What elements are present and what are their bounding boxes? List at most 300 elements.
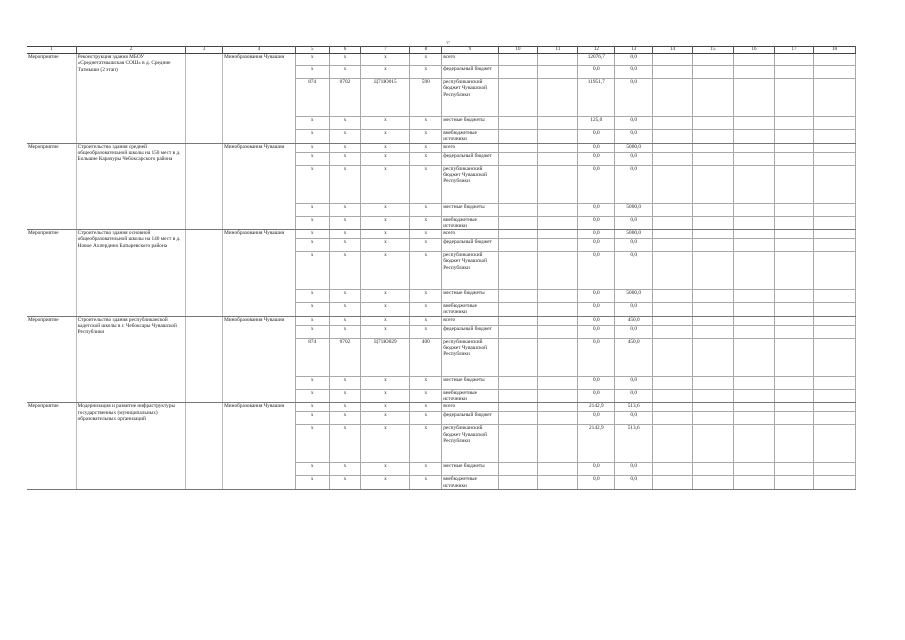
cell-col-8: x — [410, 376, 442, 389]
cell-col-10 — [498, 303, 538, 317]
cell-col-14 — [653, 425, 693, 463]
cell-col-9: федеральный бюджет — [442, 412, 498, 425]
cell-col-11 — [538, 239, 578, 252]
cell-col-13: 0,0 — [615, 389, 653, 403]
cell-col-15 — [693, 376, 734, 389]
cell-col-5: x — [295, 476, 329, 490]
event-status-cell: Мероприятие — [27, 54, 76, 144]
cell-col-10 — [498, 239, 538, 252]
cell-col-17 — [774, 165, 813, 203]
event-status-cell: Мероприятие — [27, 230, 76, 317]
page-number: 37 — [446, 40, 450, 45]
cell-col-17 — [774, 325, 813, 338]
cell-col-9: внебюджетные источники — [442, 389, 498, 403]
cell-col-5: x — [295, 463, 329, 476]
cell-col-15 — [693, 389, 734, 403]
cell-col-7: x — [361, 403, 410, 412]
cell-col-13: 5000,0 — [615, 230, 653, 239]
column-number-15: 15 — [693, 47, 734, 54]
cell-col-14 — [653, 290, 693, 303]
cell-col-16 — [734, 216, 775, 230]
cell-col-17 — [774, 389, 813, 403]
cell-col-11 — [538, 152, 578, 165]
cell-col-13: 450,0 — [615, 338, 653, 376]
cell-col-8: x — [410, 425, 442, 463]
cell-col-16 — [734, 316, 775, 325]
cell-col-6: x — [329, 130, 361, 144]
cell-col-12: 0,0 — [578, 325, 615, 338]
cell-col-6: 0702 — [329, 338, 361, 376]
cell-col-16 — [734, 143, 775, 152]
cell-col-5: x — [295, 54, 329, 66]
table-row — [27, 230, 856, 239]
cell-col-5: x — [295, 152, 329, 165]
cell-col-18 — [813, 325, 855, 338]
cell-col-8: x — [410, 303, 442, 317]
cell-col-10 — [498, 54, 538, 66]
column-number-13: 13 — [615, 47, 653, 54]
cell-col-13: 0,0 — [615, 130, 653, 144]
cell-col-15 — [693, 130, 734, 144]
cell-col-9: республиканский бюджет Чувашской Республики — [442, 338, 498, 376]
cell-col-7: x — [361, 303, 410, 317]
event-name-cell: Строительство здания республиканской кадетской школы в г. Чебоксары Чувашской Республики — [76, 316, 186, 403]
cell-col-7: x — [361, 203, 410, 216]
cell-col-6: x — [329, 403, 361, 412]
cell-col-8: x — [410, 230, 442, 239]
cell-col-9: всего — [442, 230, 498, 239]
cell-col-16 — [734, 117, 775, 130]
cell-col-18 — [813, 203, 855, 216]
cell-col-7: x — [361, 425, 410, 463]
column-number-14: 14 — [653, 47, 693, 54]
cell-col-11 — [538, 203, 578, 216]
cell-col-11 — [538, 66, 578, 79]
cell-col-7: x — [361, 389, 410, 403]
column-number-4: 4 — [223, 47, 296, 54]
cell-col-7: x — [361, 290, 410, 303]
cell-col-5: x — [295, 239, 329, 252]
cell-col-9: республиканский бюджет Чувашской Республики — [442, 425, 498, 463]
cell-col-15 — [693, 338, 734, 376]
cell-col-6: x — [329, 239, 361, 252]
cell-col-5: x — [295, 325, 329, 338]
event-blank-cell — [186, 230, 223, 317]
cell-col-6: x — [329, 117, 361, 130]
cell-col-8: x — [410, 476, 442, 490]
cell-col-6: x — [329, 230, 361, 239]
cell-col-13: 513,6 — [615, 403, 653, 412]
cell-col-10 — [498, 230, 538, 239]
table-row — [27, 143, 856, 152]
cell-col-16 — [734, 376, 775, 389]
cell-col-15 — [693, 143, 734, 152]
table-row — [27, 54, 856, 66]
cell-col-18 — [813, 290, 855, 303]
cell-col-14 — [653, 403, 693, 412]
cell-col-7: Ц71Ю029 — [361, 338, 410, 376]
cell-col-12: 0,0 — [578, 463, 615, 476]
cell-col-18 — [813, 389, 855, 403]
cell-col-18 — [813, 303, 855, 317]
cell-col-7: x — [361, 130, 410, 144]
cell-col-8: 590 — [410, 79, 442, 117]
cell-col-12: 0,0 — [578, 290, 615, 303]
cell-col-15 — [693, 412, 734, 425]
cell-col-8: x — [410, 203, 442, 216]
cell-col-16 — [734, 54, 775, 66]
cell-col-9: местные бюджеты — [442, 290, 498, 303]
cell-col-5: 874 — [295, 338, 329, 376]
cell-col-9: всего — [442, 403, 498, 412]
cell-col-12: 0,0 — [578, 376, 615, 389]
cell-col-9: республиканский бюджет Чувашской Республики — [442, 252, 498, 290]
column-number-7: 7 — [361, 47, 410, 54]
cell-col-12: 0,0 — [578, 203, 615, 216]
cell-col-18 — [813, 403, 855, 412]
cell-col-9: местные бюджеты — [442, 376, 498, 389]
cell-col-17 — [774, 303, 813, 317]
cell-col-18 — [813, 239, 855, 252]
event-executor-cell: Минобразования Чувашии — [223, 230, 296, 317]
cell-col-6: x — [329, 303, 361, 317]
cell-col-10 — [498, 376, 538, 389]
cell-col-17 — [774, 239, 813, 252]
cell-col-15 — [693, 425, 734, 463]
cell-col-12: 125,0 — [578, 117, 615, 130]
cell-col-14 — [653, 54, 693, 66]
cell-col-7: x — [361, 54, 410, 66]
cell-col-9: местные бюджеты — [442, 203, 498, 216]
cell-col-5: x — [295, 117, 329, 130]
cell-col-13: 0,0 — [615, 476, 653, 490]
cell-col-12: 0,0 — [578, 252, 615, 290]
cell-col-7: x — [361, 216, 410, 230]
cell-col-15 — [693, 152, 734, 165]
cell-col-11 — [538, 230, 578, 239]
cell-col-18 — [813, 216, 855, 230]
event-status-cell: Мероприятие — [27, 403, 76, 490]
cell-col-8: x — [410, 403, 442, 412]
cell-col-6: x — [329, 143, 361, 152]
cell-col-14 — [653, 463, 693, 476]
cell-col-6: x — [329, 165, 361, 203]
event-executor-cell: Минобразования Чувашии — [223, 403, 296, 490]
cell-col-9: местные бюджеты — [442, 463, 498, 476]
column-number-12: 12 — [578, 47, 615, 54]
cell-col-12: 0,0 — [578, 476, 615, 490]
cell-col-12: 0,0 — [578, 66, 615, 79]
cell-col-14 — [653, 66, 693, 79]
cell-col-14 — [653, 389, 693, 403]
cell-col-16 — [734, 152, 775, 165]
event-name-cell: Строительство здания основной общеобразовательной школы на 140 мест в д. Новое Ахпердино Батыревского района — [76, 230, 186, 317]
cell-col-16 — [734, 403, 775, 412]
cell-col-6: x — [329, 425, 361, 463]
cell-col-11 — [538, 252, 578, 290]
column-number-3: 3 — [186, 47, 223, 54]
cell-col-10 — [498, 130, 538, 144]
cell-col-13: 450,0 — [615, 316, 653, 325]
cell-col-10 — [498, 66, 538, 79]
cell-col-16 — [734, 303, 775, 317]
cell-col-11 — [538, 79, 578, 117]
cell-col-6: x — [329, 476, 361, 490]
cell-col-17 — [774, 230, 813, 239]
cell-col-13: 0,0 — [615, 117, 653, 130]
cell-col-7: x — [361, 252, 410, 290]
cell-col-6: x — [329, 216, 361, 230]
budget-table — [27, 46, 856, 490]
cell-col-5: x — [295, 130, 329, 144]
cell-col-7: x — [361, 325, 410, 338]
event-executor-cell: Минобразования Чувашии — [223, 316, 296, 403]
column-number-6: 6 — [329, 47, 361, 54]
cell-col-15 — [693, 66, 734, 79]
cell-col-9: республиканский бюджет Чувашской Республики — [442, 165, 498, 203]
cell-col-16 — [734, 325, 775, 338]
cell-col-7: x — [361, 165, 410, 203]
cell-col-13: 0,0 — [615, 66, 653, 79]
cell-col-16 — [734, 389, 775, 403]
cell-col-16 — [734, 230, 775, 239]
event-status-cell: Мероприятие — [27, 143, 76, 230]
cell-col-12: 0,0 — [578, 230, 615, 239]
cell-col-10 — [498, 165, 538, 203]
cell-col-17 — [774, 54, 813, 66]
cell-col-17 — [774, 316, 813, 325]
cell-col-17 — [774, 143, 813, 152]
cell-col-14 — [653, 216, 693, 230]
cell-col-9: внебюджетные источники — [442, 303, 498, 317]
cell-col-17 — [774, 476, 813, 490]
cell-col-13: 0,0 — [615, 239, 653, 252]
cell-col-10 — [498, 152, 538, 165]
cell-col-12: 0,0 — [578, 239, 615, 252]
cell-col-11 — [538, 316, 578, 325]
cell-col-9: внебюджетные источники — [442, 130, 498, 144]
cell-col-7: Ц71Ю015 — [361, 79, 410, 117]
cell-col-12: 0,0 — [578, 165, 615, 203]
cell-col-15 — [693, 252, 734, 290]
cell-col-17 — [774, 412, 813, 425]
cell-col-12: 0,0 — [578, 412, 615, 425]
cell-col-7: x — [361, 316, 410, 325]
cell-col-18 — [813, 152, 855, 165]
cell-col-11 — [538, 389, 578, 403]
cell-col-9: федеральный бюджет — [442, 239, 498, 252]
cell-col-8: x — [410, 143, 442, 152]
cell-col-13: 0,0 — [615, 79, 653, 117]
cell-col-14 — [653, 338, 693, 376]
cell-col-12: 2142,9 — [578, 425, 615, 463]
cell-col-12: 0,0 — [578, 338, 615, 376]
cell-col-12: 2142,9 — [578, 403, 615, 412]
cell-col-10 — [498, 79, 538, 117]
cell-col-5: x — [295, 216, 329, 230]
cell-col-10 — [498, 143, 538, 152]
cell-col-13: 0,0 — [615, 325, 653, 338]
cell-col-7: x — [361, 463, 410, 476]
column-number-8: 8 — [410, 47, 442, 54]
cell-col-18 — [813, 338, 855, 376]
cell-col-5: x — [295, 66, 329, 79]
cell-col-12: 0,0 — [578, 389, 615, 403]
column-number-1: 1 — [27, 47, 76, 54]
cell-col-14 — [653, 316, 693, 325]
cell-col-5: x — [295, 403, 329, 412]
cell-col-9: федеральный бюджет — [442, 152, 498, 165]
cell-col-13: 5000,0 — [615, 203, 653, 216]
cell-col-17 — [774, 252, 813, 290]
column-number-row — [27, 47, 856, 54]
cell-col-17 — [774, 117, 813, 130]
cell-col-11 — [538, 303, 578, 317]
cell-col-6: 0702 — [329, 79, 361, 117]
cell-col-17 — [774, 130, 813, 144]
cell-col-17 — [774, 403, 813, 412]
cell-col-14 — [653, 239, 693, 252]
cell-col-18 — [813, 79, 855, 117]
cell-col-15 — [693, 216, 734, 230]
cell-col-7: x — [361, 152, 410, 165]
cell-col-11 — [538, 325, 578, 338]
cell-col-14 — [653, 203, 693, 216]
cell-col-11 — [538, 54, 578, 66]
cell-col-14 — [653, 376, 693, 389]
cell-col-17 — [774, 290, 813, 303]
column-number-11: 11 — [538, 47, 578, 54]
cell-col-17 — [774, 203, 813, 216]
cell-col-10 — [498, 412, 538, 425]
cell-col-7: x — [361, 143, 410, 152]
cell-col-5: x — [295, 316, 329, 325]
cell-col-13: 0,0 — [615, 252, 653, 290]
cell-col-13: 5000,0 — [615, 290, 653, 303]
cell-col-16 — [734, 290, 775, 303]
cell-col-8: x — [410, 412, 442, 425]
cell-col-10 — [498, 463, 538, 476]
cell-col-11 — [538, 403, 578, 412]
cell-col-10 — [498, 338, 538, 376]
cell-col-8: x — [410, 216, 442, 230]
cell-col-5: x — [295, 203, 329, 216]
cell-col-10 — [498, 117, 538, 130]
cell-col-15 — [693, 165, 734, 203]
cell-col-17 — [774, 463, 813, 476]
cell-col-6: x — [329, 325, 361, 338]
cell-col-5: x — [295, 389, 329, 403]
column-number-16: 16 — [734, 47, 775, 54]
cell-col-17 — [774, 216, 813, 230]
cell-col-14 — [653, 230, 693, 239]
cell-col-18 — [813, 476, 855, 490]
column-number-17: 17 — [774, 47, 813, 54]
cell-col-15 — [693, 476, 734, 490]
cell-col-18 — [813, 165, 855, 203]
cell-col-12: 0,0 — [578, 152, 615, 165]
cell-col-14 — [653, 165, 693, 203]
cell-col-13: 0,0 — [615, 165, 653, 203]
cell-col-15 — [693, 303, 734, 317]
cell-col-11 — [538, 130, 578, 144]
cell-col-14 — [653, 79, 693, 117]
cell-col-7: x — [361, 376, 410, 389]
cell-col-10 — [498, 403, 538, 412]
cell-col-17 — [774, 338, 813, 376]
event-blank-cell — [186, 54, 223, 144]
cell-col-10 — [498, 252, 538, 290]
cell-col-9: всего — [442, 54, 498, 66]
cell-col-13: 0,0 — [615, 463, 653, 476]
cell-col-17 — [774, 79, 813, 117]
cell-col-8: x — [410, 239, 442, 252]
cell-col-8: x — [410, 165, 442, 203]
event-blank-cell — [186, 143, 223, 230]
event-name-cell: Реконструкция здания МБОУ «Среднетатмышская СОШ» в д. Средние Татмыши (2 этап) — [76, 54, 186, 144]
cell-col-11 — [538, 376, 578, 389]
cell-col-13: 5000,0 — [615, 143, 653, 152]
cell-col-14 — [653, 303, 693, 317]
cell-col-15 — [693, 290, 734, 303]
cell-col-11 — [538, 143, 578, 152]
cell-col-18 — [813, 230, 855, 239]
cell-col-14 — [653, 152, 693, 165]
cell-col-15 — [693, 239, 734, 252]
cell-col-6: x — [329, 203, 361, 216]
event-name-cell: Модернизация и развитие инфраструктуры государственных (муниципальных) образовательных организаций — [76, 403, 186, 490]
column-number-18: 18 — [813, 47, 855, 54]
cell-col-18 — [813, 463, 855, 476]
cell-col-17 — [774, 66, 813, 79]
cell-col-18 — [813, 252, 855, 290]
cell-col-5: x — [295, 290, 329, 303]
cell-col-6: x — [329, 152, 361, 165]
cell-col-9: федеральный бюджет — [442, 66, 498, 79]
cell-col-8: x — [410, 130, 442, 144]
table-row — [27, 403, 856, 412]
cell-col-7: x — [361, 230, 410, 239]
cell-col-6: x — [329, 66, 361, 79]
cell-col-12: 0,0 — [578, 303, 615, 317]
cell-col-13: 0,0 — [615, 54, 653, 66]
cell-col-15 — [693, 117, 734, 130]
cell-col-15 — [693, 463, 734, 476]
cell-col-15 — [693, 230, 734, 239]
column-number-2: 2 — [76, 47, 186, 54]
cell-col-10 — [498, 216, 538, 230]
cell-col-9: внебюджетные источники — [442, 476, 498, 490]
cell-col-6: x — [329, 463, 361, 476]
cell-col-9: федеральный бюджет — [442, 325, 498, 338]
cell-col-7: x — [361, 117, 410, 130]
cell-col-10 — [498, 476, 538, 490]
cell-col-6: x — [329, 389, 361, 403]
cell-col-15 — [693, 79, 734, 117]
cell-col-18 — [813, 54, 855, 66]
cell-col-9: всего — [442, 316, 498, 325]
cell-col-8: x — [410, 252, 442, 290]
cell-col-12: 12076,7 — [578, 54, 615, 66]
cell-col-9: всего — [442, 143, 498, 152]
cell-col-18 — [813, 143, 855, 152]
cell-col-14 — [653, 252, 693, 290]
cell-col-10 — [498, 389, 538, 403]
event-blank-cell — [186, 403, 223, 490]
cell-col-12: 11951,7 — [578, 79, 615, 117]
cell-col-15 — [693, 54, 734, 66]
cell-col-12: 0,0 — [578, 316, 615, 325]
